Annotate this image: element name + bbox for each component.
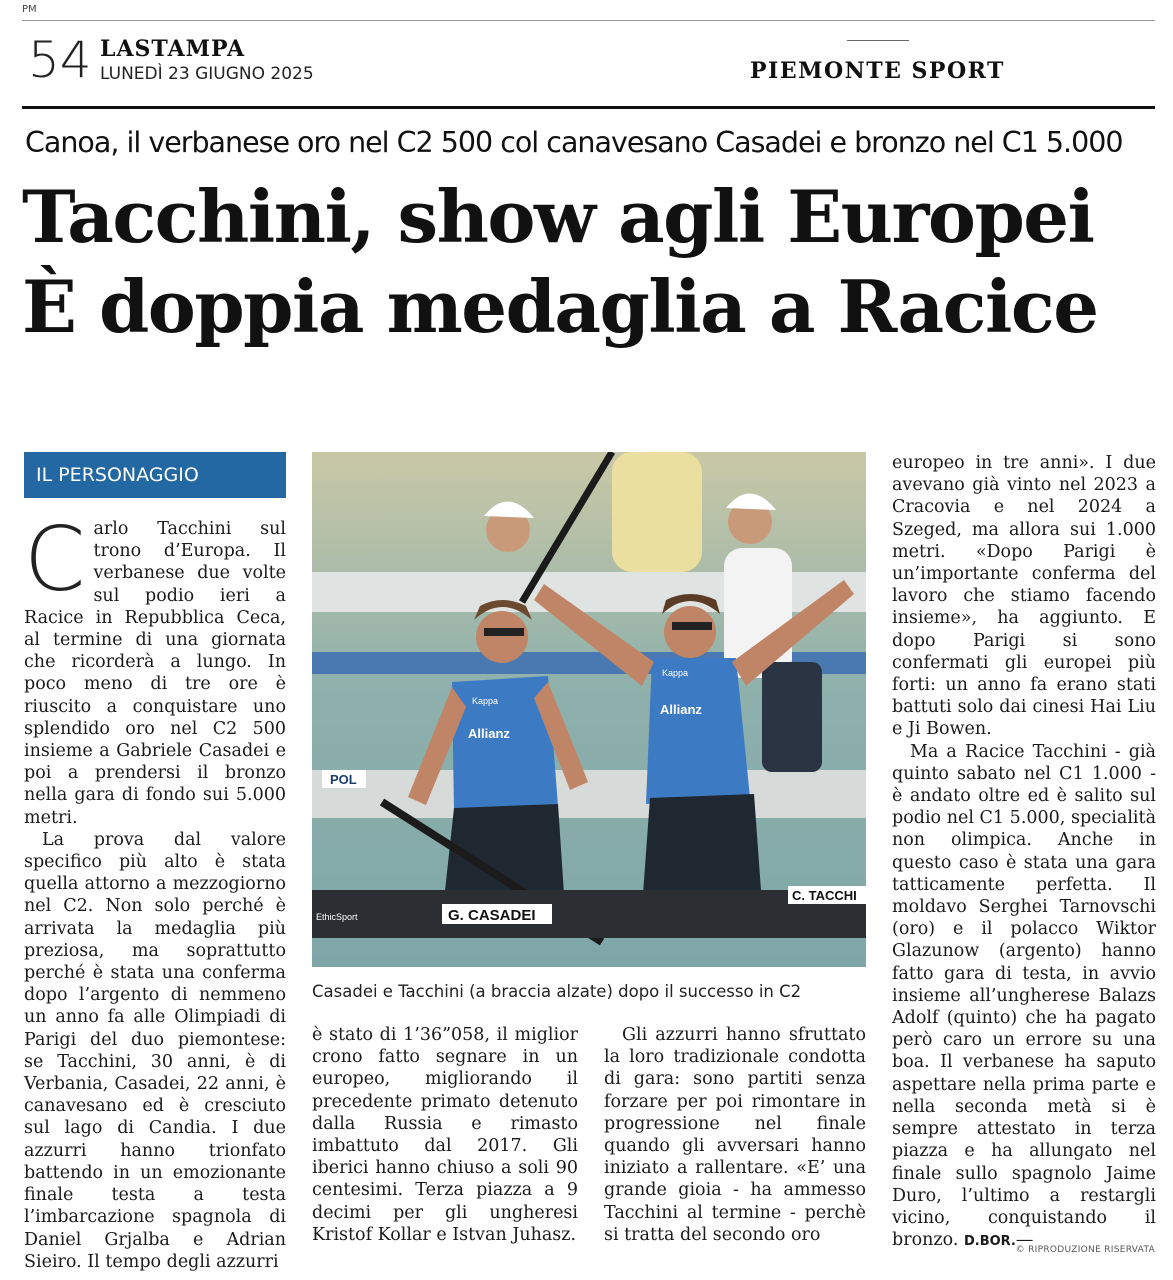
- text-column-3: [604, 1024, 866, 1246]
- edition-marker: PM: [22, 4, 37, 15]
- newspaper-logo: LASTAMPA: [100, 36, 246, 62]
- paragraph: La prova dal valore specifico più alto è stata quella attorno a mezzogiorno nel C2. Non solo perché è arrivata la medaglia più preziosa, ma soprattutto perché è stata una conferma dopo l’argento di nemmeno un anno fa alle Olimpiadi di Parigi del duo piemontese: se Tacchini, 30 anni, è di Verbania, Casadei, 22 anni, è canavesano ed è cresciuto sul lago di Candia. I due azzurri hanno trionfato battendo in un emozionante finale testa a testa l’imbarcazione spagnola di Daniel Grjalba e Adrian Sieiro. Il tempo degli azzurri: [24, 829, 286, 1272]
- article-kicker: Canoa, il verbanese oro nel C2 500 col canavesano Casadei e bronzo nel C1 5.000: [25, 126, 1123, 159]
- drop-cap: C: [24, 508, 86, 611]
- jersey-sponsor-left: Allianz: [468, 726, 510, 741]
- photo-caption: Casadei e Tacchini (a braccia alzate) dopo il successo in C2: [312, 982, 802, 1001]
- author-signature: D.BOR.: [963, 1234, 1016, 1250]
- boat-brand: EthicSport: [316, 912, 358, 922]
- canoe-team-photo: [312, 452, 866, 967]
- column-label: IL PERSONAGGIO: [24, 452, 286, 498]
- boat-label-left: G. CASADEI: [448, 907, 536, 924]
- text-column-2: [312, 1024, 578, 1246]
- article-photo: [312, 452, 866, 967]
- paragraph: Gli azzurri hanno sfruttato la loro tradizionale condotta di gara: sono partiti senza forzare per poi rimontare in progressione nel finale quando gli avversari hanno iniziato a rallentare. «E’ una grande gioia - ha ammesso Tacchini al termine - perchè si tratta del secondo oro: [604, 1025, 866, 1245]
- section-ornament: [847, 40, 909, 41]
- text-column-4: [892, 452, 1156, 1253]
- headline-line-2: È doppia medaglia a Racice: [22, 264, 1098, 349]
- page-number: 54: [28, 31, 92, 89]
- paragraph: è stato di 1’36”058, il miglior crono fatto segnare in un europeo, migliorando il precedente primato detenuto dalla Russia e rimasto imbattuto dal 2017. Gli iberici hanno chiuso a soli 90 centesimi. Terza piazza a 9 decimi per gli ungheresi Kristof Kollar e Istvan Juhasz.: [312, 1025, 578, 1245]
- jersey-sponsor-right: Allianz: [660, 702, 702, 717]
- header-rule: [22, 106, 1155, 109]
- jersey-brand-right: Kappa: [662, 668, 689, 678]
- headline-line-1: Tacchini, show agli Europei: [22, 174, 1094, 259]
- paragraph: europeo in tre anni». I due avevano già vinto nel 2023 a Cracovia e nel 2024 a Szeged, ma allora sui 1.000 metri. «Dopo Parigi è un’importante conferma del lavoro che stiamo facendo insieme», ha aggiunto. E dopo Parigi si sono confermati gli europei più forti: un anno fa erano stati battuti solo dai cinesi Hai Liu e Ji Bowen.: [892, 453, 1156, 740]
- boat-label-right: C. TACCHI: [792, 888, 857, 903]
- bib-label: POL: [330, 772, 357, 787]
- top-rule: [22, 20, 1155, 21]
- end-dash: —: [1015, 1230, 1034, 1251]
- text-column-1: [24, 508, 286, 1273]
- issue-date: LUNEDÌ 23 GIUGNO 2025: [100, 64, 314, 84]
- jersey-brand-left: Kappa: [472, 696, 499, 706]
- paragraph: Carlo Tacchini sul trono d’Europa. Il verbanese due volte sul podio ieri a Racice in Repubblica Ceca, al termine di una giornata che ricorderà a lungo. In poco meno di tre ore è riuscito a conquistare uno splendido oro nel C2 500 insieme a Gabriele Casadei e poi a prendersi il bronzo nella gara di fondo sui 5.000 metri.: [24, 508, 286, 828]
- copyright-notice: © RIPRODUZIONE RISERVATA: [1015, 1245, 1155, 1255]
- paragraph: Ma a Racice Tacchini - già quinto sabato nel C1 1.000 - è andato oltre ed è salito sul podio nel C1 5.000, specialità non olimpica. Anche in questo caso è stata una gara tatticamente perfetta. Il moldavo Serghei Tarnovschi (oro) e il polacco Wiktor Glazunow (argento) hanno fatto gara di testa, in avvio insieme all’ungherese Balazs Adolf (quinto) che ha pagato però caro un errore su una boa. Il verbanese ha saputo aspettare nella prima parte e nella seconda metà si è sempre attestato in terza piazza e ha allungato nel finale sullo spagnolo Jaime Duro, l’ultimo a restargli vicino, conquistando il bronzo. D.BOR.—: [892, 741, 1156, 1251]
- section-title: PIEMONTE SPORT: [750, 58, 1005, 84]
- article-headline: [22, 172, 1162, 352]
